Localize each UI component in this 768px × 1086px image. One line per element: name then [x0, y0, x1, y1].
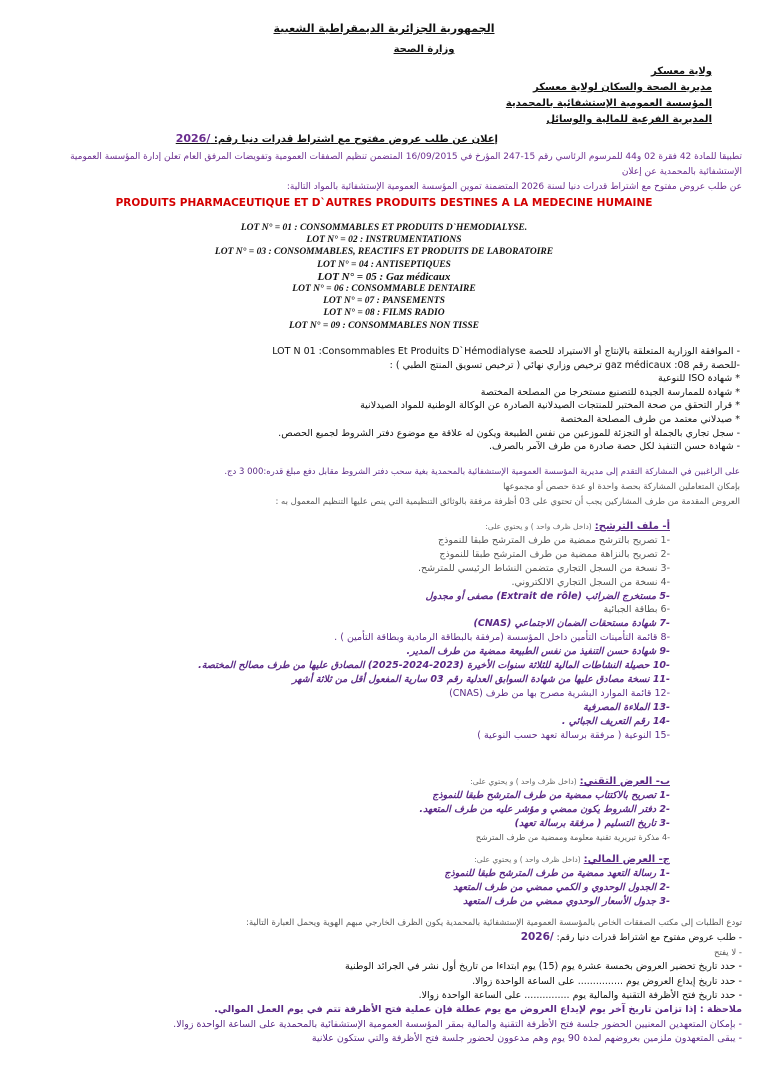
candidature-item: -2 تصريح بالنزاهة ممضية من طرف المترشح طبقا للنموذج	[439, 548, 670, 560]
lots-list	[0, 222, 768, 332]
candidature-item: -3 نسخة من السجل التجاري متضمن النشاط الرئيسي للمترشح.	[417, 562, 670, 574]
requirement-item: -للحصة رقم 08: gaz médicaux ترخيص وزاري نهائي ( ترخيص تسويق المنتج الطبي ) :	[389, 359, 740, 371]
candidature-item: -12 قائمة الموارد البشرية مصرح بها من طرف (CNAS)	[449, 687, 670, 699]
institution-block	[292, 64, 712, 128]
lot-item: LOT N° = 02 : INSTRUMENTATIONS	[306, 235, 462, 246]
product-title: PRODUITS PHARMACEUTIQUE ET D`AUTRES PRODUITS DESTINES A LA MEDECINE HUMAINE	[115, 197, 653, 209]
envelope-note: - لا يفتح	[713, 947, 742, 958]
ministry-header: وزارة الصحة	[393, 44, 455, 55]
closing-line: - يبقى المتعهدون ملزمين بعروضهم لمدة 90 يوم وهم مدعوون لحضور جلسة فتح الأظرفة والتي ستكون علانية	[311, 1033, 742, 1045]
directorate-label: مديرية الصحة والسكان لولاية معسكر	[532, 82, 712, 93]
closing-line: - حدد تاريخ إيداع العروض يوم ............... على الساعة الواحدة زوالا.	[472, 975, 742, 987]
closing-line: ملاحظة : إذا تزامن تاريخ آخر يوم لإيداع العروض مع يوم عطلة فإن عملية فتح الأظرفة تتم في يوم العمل الموالي.	[214, 1004, 742, 1016]
technical-heading: ب- العرض التقني:	[579, 776, 670, 787]
technical-section	[40, 775, 670, 845]
note-item: العروض المقدمة من طرف المشاركين يجب أن تحتوي على 03 أظرفة مرفقة بالوثائق التنظيمية التي ينص عليها التنظيم المعمول به :	[275, 497, 740, 507]
technical-item: -2 دفتر الشروط يكون ممضي و مؤشر عليه من طرف المتعهد.	[419, 803, 670, 815]
candidature-item: -4 نسخة من السجل التجاري الالكتروني.	[511, 576, 670, 588]
candidature-item: -9 شهادة حسن التنفيذ من نفس الطبيعة ممضية من طرف المدير.	[406, 646, 670, 658]
technical-item: -4 مذكرة تبريرية تقنية معلومة وممضية من طرف المترشح	[475, 832, 670, 842]
financial-item: -3 جدول الأسعار الوحدوي ممضي من طرف المتعهد	[462, 895, 670, 907]
closing-section	[30, 916, 742, 1047]
announcement-title	[176, 132, 498, 145]
announcement-number: /2026	[175, 132, 211, 145]
requirement-item: * صيدلاني معتمد من طرف المصلحة المختصة	[560, 413, 740, 425]
financial-item: -1 رسالة التعهد ممضية من طرف المترشح طبقا للنموذج	[444, 867, 670, 879]
candidature-item: -11 نسخة مصادق عليها من شهادة السوابق العدلية رقم 03 سارية المفعول أقل من ثلاثة أشهر	[292, 673, 670, 685]
note-item: بإمكان المتعاملين المشاركة بحصة واحدة او عدة حصص أو مجموعها	[503, 482, 740, 492]
closing-line: - حدد تاريخ تحضير العروض بخمسة عشرة يوم (15) يوم ابتداءا من تاريخ أول نشر في الجرائد الوطنية	[345, 961, 742, 973]
candidature-item: -14 رقم التعريف الجبائي .	[561, 715, 670, 727]
candidature-item: -5 مستخرج الضرائب (Extrait de rôle) مصفى أو مجدول	[425, 590, 670, 602]
lot-item: LOT N° = 03 : CONSOMMABLES, REACTIFS ET PRODUITS DE LABORATOIRE	[214, 247, 554, 258]
notes-block	[40, 465, 740, 510]
technical-item: -3 تاريخ التسليم ( مرفقة برسالة تعهد)	[514, 817, 670, 829]
requirement-item: - سجل تجاري بالجملة أو التجزئة للموزعين من نفس الطبيعة ويكون له علاقة مع موضوع دفتر الشروط لجميع الحصص.	[278, 427, 740, 439]
lot-item: LOT N° = 01 : CONSOMMABLES ET PRODUITS D`HEMODIALYSE.	[240, 223, 528, 233]
requirement-item: * قرار التحقق من صحة المختبر للمنتجات الصيدلانية الصادرة عن الوكالة الوطنية للمواد الصيدلانية	[360, 400, 740, 412]
requirements-list	[40, 345, 740, 454]
republic-header: الجمهورية الجزائرية الديمقراطية الشعبية	[273, 22, 495, 35]
closing-line: - حدد تاريخ فتح الأظرفة التقنية والمالية يوم ............... على الساعة الواحدة زوالا.	[418, 990, 742, 1002]
candidature-item: -1 تصريح بالترشح ممضية من طرف المترشح طبقا للنموذج	[438, 534, 670, 546]
closing-line: - بإمكان المتعهدين المعنيين الحضور جلسة فتح الأظرفة التقنية والمالية بمقر المؤسسة العمومية الإستشفائية بالمحمدية على الساعة الواحدة زوالا.	[173, 1018, 742, 1030]
requirement-item: - الموافقة الوزارية المتعلقة بالإنتاج أو الاستيراد للحصة LOT N 01 :Consommables Et Produits D`Hémodialyse	[272, 346, 740, 357]
lot-item: LOT N° = 07 : PANSEMENTS	[323, 296, 445, 307]
candidature-item: -13 الملاءة المصرفية	[583, 701, 670, 713]
candidature-item: -8 قائمة التأمينات التأمين داخل المؤسسة (مرفقة بالبطاقة الرمادية وبطاقة التأمين ) .	[334, 632, 670, 644]
candidature-heading: أ- ملف الترشح:	[594, 521, 670, 532]
candidature-item: -6 بطاقة الجبائية	[603, 604, 670, 616]
technical-heading-note: (داخل ظرف واحد ) و يحتوي على:	[470, 777, 577, 786]
financial-heading-note: (داخل ظرف واحد ) و يحتوي على:	[474, 855, 581, 864]
requirement-item: * شهادة للممارسة الجيدة للتصنيع مستخرجا من المصلحة المختصة	[480, 386, 740, 398]
requirement-item: - شهادة حسن التنفيذ لكل حصة صادرة من طرف الآمر بالصرف.	[488, 441, 740, 453]
announcement-body	[30, 150, 742, 195]
note-item: على الراغبين في المشاركة التقدم إلى مديرية المؤسسة العمومية الإستشفائية بالمحمدية بغية سحب دفتر الشروط مقابل دفع مبلغ قدره:000 3 دج.	[224, 467, 740, 477]
announcement-body-line-1: تطبيقا للمادة 42 فقرة 02 و44 للمرسوم الرئاسي رقم 15-247 المؤرخ في 16/09/2015 المتضمن تنظيم الصفقات العمومية وتفويضات المرفق العام تعلن إدارة المؤسسة العمومية الإستشفائية بالمحمدية عن إعلان	[70, 152, 742, 177]
financial-section	[40, 853, 670, 909]
lot-item: LOT N° = 08 : FILMS RADIO	[323, 308, 445, 319]
lot-item: LOT N° = 09 : CONSOMMABLES NON TISSE	[288, 320, 479, 331]
candidature-item: -10 حصيلة النشاطات المالية للثلاثة سنوات الأخيرة (2023-2024-2025) المصادق عليها من طرف مصالح المختصة.	[198, 660, 670, 672]
candidature-section	[40, 520, 670, 743]
subdirectorate-label: المديرية الفرعية للمالية والوسائل	[546, 114, 712, 125]
candidature-heading-note: (داخل ظرف واحد ) و يحتوي على:	[485, 522, 592, 531]
lot-item: LOT N° = 05 : Gaz médicaux	[317, 270, 451, 283]
technical-item: -1 تصريح بالاكتتاب ممضية من طرف المترشح طبقا للنموذج	[432, 789, 670, 801]
announcement-title-text: إعلان عن طلب عروض مفتوح مع اشتراط قدرات دنيا رقم:	[210, 134, 498, 145]
financial-heading: ج- العرض المالي:	[583, 854, 670, 865]
lot-item: LOT N° = 06 : CONSOMMABLE DENTAIRE	[292, 284, 476, 295]
financial-item: -2 الجدول الوحدوي و الكمي ممضي من طرف المتعهد	[453, 881, 670, 893]
candidature-item: -15 النوعية ( مرفقة برسالة تعهد حسب النوعية )	[477, 729, 670, 741]
announcement-body-line-2: عن طلب عروض مفتوح مع اشتراط قدرات دنيا لسنة 2026 المتضمنة تموين المؤسسة العمومية الإستشفائية بالمواد التالية:	[286, 182, 742, 192]
requirement-item: * شهادة ISO للنوعية	[657, 373, 740, 385]
wilaya-label: ولاية معسكر	[650, 66, 712, 77]
deposit-text: تودع الطلبات إلى مكتب الصفقات الخاص بالمؤسسة العمومية الإستشفائية بالمحمدية يكون الظرف الخارجي مبهم الهوية ويحمل العبارة التالية:	[246, 918, 742, 928]
lot-item: LOT N° = 04 : ANTISEPTIQUES	[317, 259, 451, 270]
envelope-label: - طلب عروض مفتوح مع اشتراط قدرات دنيا رقم: /2026	[520, 931, 742, 944]
candidature-item: -7 شهادة مستحقات الضمان الاجتماعي (CNAS)	[473, 618, 670, 630]
establishment-label: المؤسسة العمومية الإستشفائية بالمحمدية	[505, 98, 712, 109]
